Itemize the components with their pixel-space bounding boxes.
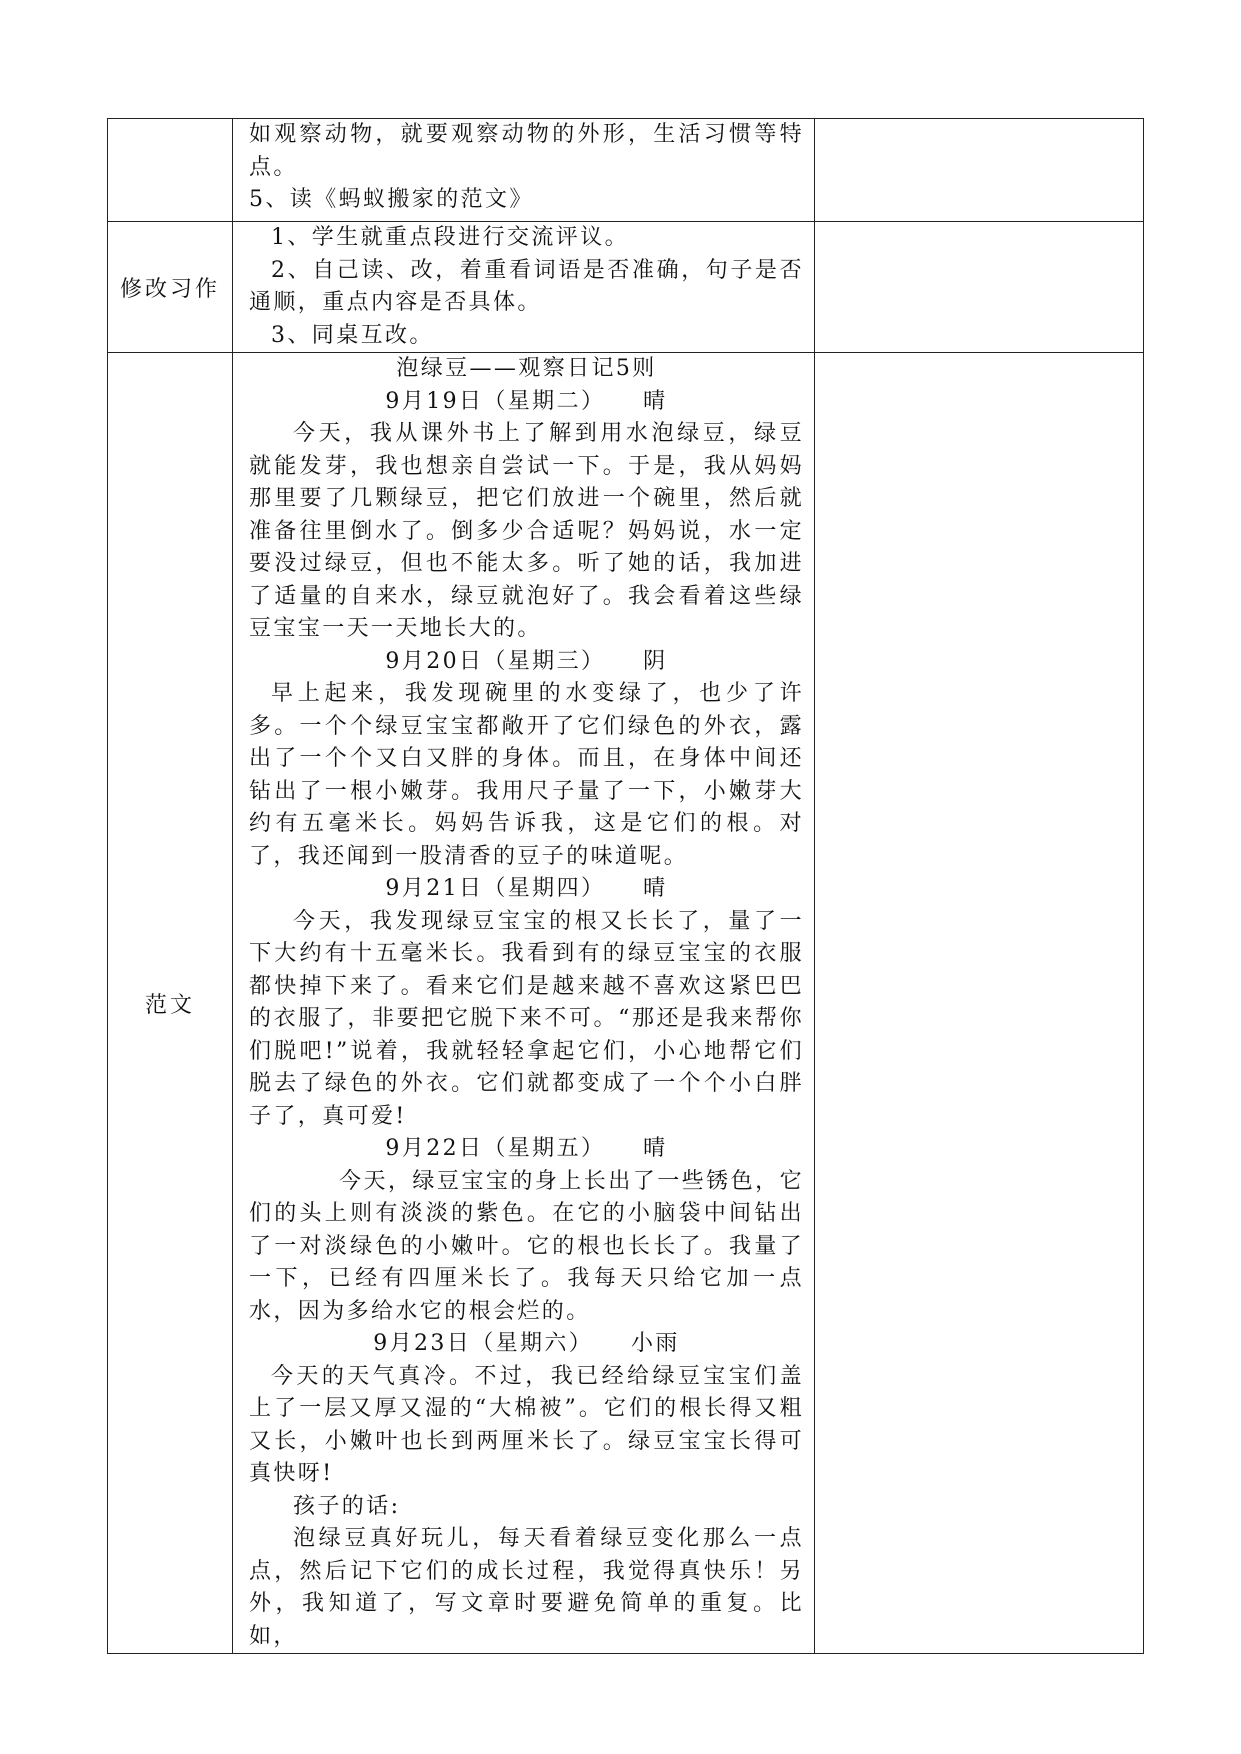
model-label: 范文 [108,353,233,1654]
revise-step-2: 2、自己读、改，着重看词语是否准确，句子是否通顺，重点内容是否具体。 [249,257,804,315]
diary-entry-3-date: 9月21日（星期四） 晴 [385,876,668,901]
intro-line-1: 如观察动物，就要观察动物的外形，生活习惯等特点。 [249,122,804,180]
revise-label: 修改习作 [108,222,233,353]
table-row-intro [108,119,1144,222]
revise-step-3: 3、同桌互改。 [271,322,434,348]
revise-content-cell [233,222,815,353]
diary-entry-5-date: 9月23日（星期六） 小雨 [373,1331,680,1356]
diary-entry-4-text: 今天，绿豆宝宝的身上长出了一些锈色，它们的头上则有淡淡的紫色。在它的小脑袋中间钻出了一对淡绿色的小嫩叶。它的根也长长了。我量了一下，已经有四厘米长了。我每天只给它加一点水，因为多给水它的根会烂的。 [249,1168,804,1324]
intro-content-cell [233,119,815,222]
child-words-text: 泡绿豆真好玩儿，每天看着绿豆变化那么一点点，然后记下它们的成长过程，我觉得真快乐！另外，我知道了，写文章时要避免简单的重复。比如， [249,1526,804,1649]
lesson-plan-table [107,118,1144,1654]
diary-entry-3-text: 今天，我发现绿豆宝宝的根又长长了，量了一下大约有十五毫米长。我看到有的绿豆宝宝的衣服都快掉下来了。看来它们是越来越不喜欢这紧巴巴的衣服了，非要把它脱下来不可。“那还是我来帮你们脱吧!”说着，我就轻轻拿起它们，小心地帮它们脱去了绿色的外衣。它们就都变成了一个个小白胖子了，真可爱! [249,908,804,1129]
revise-notes-cell [815,222,1144,353]
diary-entry-2-date: 9月20日（星期三） 阴 [385,648,668,674]
diary-entry-5-text: 今天的天气真冷。不过，我已经给绿豆宝宝们盖上了一层又厚又湿的“大棉被”。它们的根长得又粗又长，小嫩叶也长到两厘米长了。绿豆宝宝长得可真快呀! [249,1363,804,1486]
diary-entry-4-date: 9月22日（星期五） 晴 [385,1136,668,1161]
model-content-cell [233,353,815,1654]
diary-entry-1-text: 今天，我从课外书上了解到用水泡绿豆，绿豆就能发芽，我也想亲自尝试一下。于是，我从妈妈那里要了几颗绿豆，把它们放进一个碗里，然后就准备往里倒水了。倒多少合适呢？妈妈说，水一定要没过绿豆，但也不能太多。听了她的话，我加进了适量的自来水，绿豆就泡好了。我会看着这些绿豆宝宝一天一天地长大的。 [249,421,804,641]
diary-entry-1-date: 9月19日（星期二） 晴 [385,388,668,414]
intro-notes-cell [815,119,1144,222]
revise-step-1: 1、学生就重点段进行交流评议。 [271,225,629,250]
diary-entry-2-text: 早上起来，我发现碗里的水变绿了，也少了许多。一个个绿豆宝宝都敞开了它们绿色的外衣，露出了一个个又白又胖的身体。而且，在身体中间还钻出了一根小嫩芽。我用尺子量了一下，小嫩芽大约有五毫米长。妈妈告诉我，这是它们的根。对了，我还闻到一股清香的豆子的味道呢。 [249,681,804,869]
model-essay-title: 泡绿豆——观察日记5则 [396,356,657,381]
intro-label-cell [108,119,233,222]
model-notes-cell [815,353,1144,1654]
table-row-model [108,353,1144,1654]
child-words-heading: 孩子的话: [293,1493,401,1519]
intro-line-2: 5、读《蚂蚁搬家的范文》 [249,187,534,212]
table-row-revise [108,222,1144,353]
